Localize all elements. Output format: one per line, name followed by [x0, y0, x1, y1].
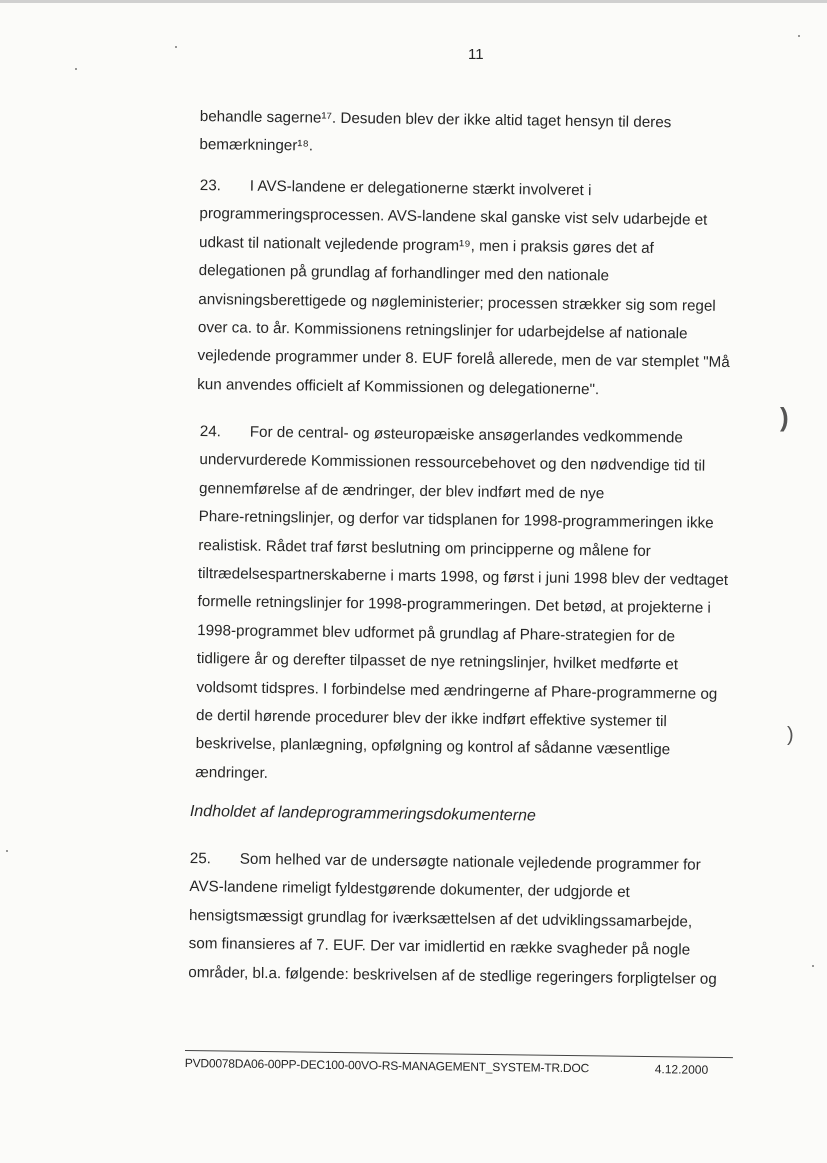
- scan-speck: [75, 68, 77, 70]
- page-number: 11: [468, 46, 484, 63]
- text-line: bemærkninger¹⁸.: [199, 136, 314, 155]
- text-line: undervurderede Kommissionen ressourcebehovet og den nødvendige tid til: [199, 451, 706, 476]
- footer-filename: PVD0078DA06-00PP-DEC100-00VO-RS-MANAGEMENT_SYSTEM-TR.DOC: [184, 1055, 590, 1076]
- paragraph-number: 23.: [199, 176, 222, 195]
- margin-paren-mark: ): [780, 402, 789, 432]
- text-line: delegationen på grundlag af forhandlinger med den nationale: [198, 262, 610, 285]
- text-line: over ca. to år. Kommissionens retningslinjer for udarbejdelse af nationale: [197, 319, 688, 343]
- margin-paren-mark: ): [787, 724, 794, 746]
- text-line: som finansieres af 7. EUF. Der var imidlertid en række svagheder på nogle: [188, 935, 691, 959]
- paragraph-number: 24.: [199, 422, 222, 441]
- text-line: For de central- og østeuropæiske ansøgerlandes vedkommende: [249, 423, 683, 447]
- page-footer: [185, 1050, 735, 1079]
- text-line: AVS-landene rimeligt fyldestgørende dokumenter, der udgjorde et: [189, 878, 630, 902]
- text-line: voldsomt tidspres. I forbindelse med ændringerne af Phare-programmerne og: [196, 678, 718, 703]
- text-line: beskrivelse, planlægning, opfølgning og kontrol af sådanne væsentlige: [195, 735, 671, 759]
- text-line: ændringer.: [195, 763, 269, 782]
- section-heading: Indholdet af landeprogrammeringsdokumenterne: [189, 803, 536, 825]
- footer-row: [185, 1056, 735, 1079]
- paragraph-continuation: [199, 103, 745, 167]
- text-line: behandle sagerne¹⁷. Desuden blev der ikke altid taget hensyn til deres: [199, 107, 672, 132]
- scan-speck: [812, 965, 814, 967]
- text-line: 1998-programmet blev udformet på grundlag af Phare-strategien for de: [197, 621, 676, 646]
- paragraph-25: [188, 845, 735, 994]
- scan-speck: [6, 850, 8, 852]
- text-line: tidligere år og derefter tilpasset de nye retningslinjer, hvilket medførte et: [196, 650, 679, 674]
- text-line: hensigtsmæssigt grundlag for iværksættelsen af det udviklingssamarbejde,: [188, 906, 693, 931]
- text-line: områder, bl.a. følgende: beskrivelsen af de stedlige regeringers forpligtelser og: [188, 963, 717, 988]
- text-line: tiltrædelsespartnerskaberne i marts 1998, og først i juni 1998 blev der vedtaget: [197, 565, 729, 589]
- text-line: anvisningsberettigede og nøgleministerier; processen strækker sig som regel: [198, 290, 716, 315]
- scan-edge: [0, 0, 827, 3]
- scan-speck: [175, 46, 177, 48]
- text-line: de dertil hørende procedurer blev der ikke indført effektive systemer til: [195, 707, 667, 731]
- text-line: programmeringsprocessen. AVS-landene skal ganske vist selv udarbejde et: [199, 205, 708, 230]
- text-line: formelle retningslinjer for 1998-programmeringen. Det betød, at projekterne i: [197, 593, 711, 618]
- text-line: gennemførelse af de ændringer, der blev indført med de nye: [198, 479, 605, 503]
- footer-date: 4.12.2000: [654, 1062, 709, 1077]
- scan-speck: [798, 35, 800, 37]
- paragraph-number: 25.: [189, 849, 212, 868]
- paragraph-23: [197, 172, 745, 406]
- text-line: vejledende programmer under 8. EUF forelå allerede, men de var stemplet "Må: [197, 347, 730, 372]
- text-line: Phare-retningslinjer, og derfor var tidsplanen for 1998-programmeringen ikke: [198, 508, 714, 532]
- text-line: kun anvendes officielt af Kommissionen og delegationerne".: [197, 375, 600, 399]
- text-line: Som helhed var de undersøgte nationale vejledende programmer for: [239, 850, 701, 874]
- text-line: I AVS-landene er delegationerne stærkt involveret i: [249, 177, 592, 200]
- paragraph-24: [195, 418, 745, 794]
- text-line: realistisk. Rådet traf først beslutning om principperne og målene for: [198, 536, 651, 560]
- text-line: udkast til nationalt vejledende program¹⁹, men i praksis gøres det af: [198, 233, 654, 257]
